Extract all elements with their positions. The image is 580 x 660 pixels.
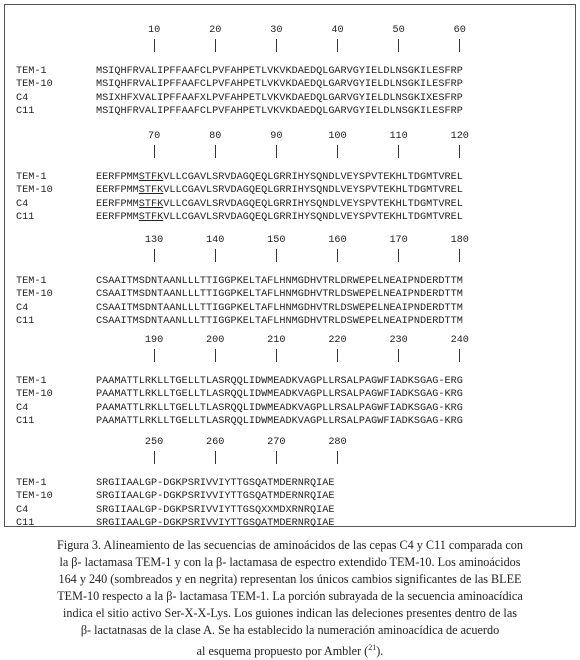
position-tick [261,435,291,464]
position-marker [337,249,338,262]
amino-acid-sequence [96,78,463,91]
sequence-segment: PAAMATTLRKLLTGELLTLASRQQLIDWMEADKVAGPLLRSALPAGWFIADKSGAG-KRG [96,402,463,414]
position-marker [337,349,338,362]
position-marker [154,451,155,464]
active-site-segment: STFK [138,198,164,210]
strain-label: C11 [16,105,35,117]
position-ruler [5,23,575,65]
sequence-row [5,315,575,328]
strain-label: C11 [16,315,35,327]
sequence-row [5,78,575,91]
position-marker [459,349,460,362]
strain-label: C11 [16,415,35,427]
strain-label: C4 [16,402,29,414]
position-marker [276,349,277,362]
sequence-segment: EERFPMM [96,185,139,197]
alignment-block [5,233,575,328]
position-tick [384,129,414,158]
position-number: 260 [206,437,225,448]
caption-line: β- lactatnasas de la clase A. Se ha establecido la numeración aminoacídica de acuerdo [80,623,500,637]
position-number: 10 [147,25,161,36]
sequence-row [5,275,575,288]
position-number: 210 [267,335,286,346]
active-site-segment: STFK [138,172,164,183]
position-ruler [5,233,575,275]
amino-acid-sequence [96,211,463,224]
amino-acid-sequence [96,402,463,415]
amino-acid-sequence [96,105,463,118]
sequence-row [5,477,575,490]
sequence-row [5,171,575,184]
amino-acid-sequence [96,288,463,301]
amino-acid-sequence [96,315,463,328]
position-tick [322,333,352,362]
position-number: 80 [209,131,222,142]
caption-last-line-text: al esquema propuesto por Ambler ( [196,644,369,659]
position-marker [276,39,277,52]
position-tick [261,333,291,362]
position-number: 30 [270,25,283,36]
strain-label: TEM-10 [16,491,53,503]
position-number: 220 [328,335,347,346]
caption-line: TEM-10 respecto a la β- lactamasa TEM-1. La porción subrayada de la secuencia aminoacídica [57,589,523,603]
strain-label: TEM-10 [16,289,53,301]
sequence-row [5,302,575,315]
sequence-segment: PAAMATTLRKLLTGELLTLASRQQLIDWMEADKVAGPLLRSALPAGWFIADKSGAG-KRG [96,415,463,427]
strain-label: TEM-1 [16,478,47,489]
amino-acid-sequence [96,92,463,105]
position-marker [154,249,155,262]
sequence-segment: EERFPMM [96,172,139,183]
amino-acid-sequence [96,477,334,490]
position-tick [445,233,475,262]
sequence-row [5,92,575,105]
active-site-segment: STFK [138,211,164,223]
strain-label: C11 [16,517,35,529]
position-number: 100 [328,131,347,142]
position-number: 130 [144,235,164,246]
position-number: 270 [267,437,286,448]
position-number: 230 [389,335,408,346]
sequence-segment: CSAAITMSDNTAANLLLTTIGGPKELTAFLHNMGDHVTRLDSWEPELNEAIPNDERDTTM [96,302,463,314]
sequence-segment: EERFPMM [96,211,139,223]
caption-line: indica el sitio activo Ser-X-X-Lys. Los guiones indican las deleciones presentes dentro de las [63,606,517,620]
sequence-segment: MSIQHFRVALIPFFAAFCLPVFAHPETLVKVKDAEDQLGARVGYIELDLNSGKILESFRP [96,79,463,91]
sequence-row [5,105,575,118]
position-marker [276,451,277,464]
amino-acid-sequence [96,504,334,517]
sequence-row [5,490,575,503]
amino-acid-sequence [96,517,334,530]
figure-caption [8,537,572,660]
caption-line: la β- lactamasa TEM-1 y con la β- lactamasa de espectro extendido TEM-10. Los aminoácidos [59,555,521,569]
position-tick [139,23,169,52]
strain-label: TEM-1 [16,66,47,77]
alignment-block [5,23,575,118]
strain-label: C4 [16,92,29,104]
strain-label: TEM-10 [16,389,53,401]
position-tick [384,333,414,362]
caption-line: 164 y 240 (sombreados y en negrita) representan los únicos cambios significantes de las BLEE [58,572,522,586]
caption-end: ). [376,644,384,659]
position-marker [459,145,460,158]
position-ruler [5,333,575,375]
sequence-row [5,288,575,301]
amino-acid-sequence [96,198,463,211]
position-number: 70 [147,131,161,142]
position-number: 110 [389,131,408,142]
sequence-row [5,504,575,517]
position-number: 190 [144,335,164,346]
position-tick [139,233,169,262]
sequence-segment: MSIXHFXVALIPFFAAFXLPVFAHPETLVKVKDAEDQLGARVGYIELDLNSGKIXESFRP [96,92,463,104]
position-tick [445,333,475,362]
sequence-segment: MSIQHFRVALIPFFAAFCLPVFAHPETLVKVKDAEDQLGARVGYIELDLNSGKILESFRP [96,66,463,77]
position-number: 200 [206,335,225,346]
position-marker [398,39,399,52]
caption-line: Figura 3. Alineamiento de las secuencias de aminoácidos de las cepas C4 y C11 comparada con [57,538,523,552]
position-tick [445,129,475,158]
position-marker [154,39,155,52]
sequence-segment: PAAMATTLRKLLTGELLTLASRQQLIDWMEADKVAGPLLRSALPAGWFIADKSGAG-ERG [96,376,463,387]
sequence-segment: SRGIIAALGP-DGKPSRIVVIYTTGSQATMDERNRQIAE [96,517,335,529]
position-tick [139,129,169,158]
position-marker [215,145,216,158]
position-tick [200,23,230,52]
alignment-block [5,435,575,530]
sequence-row [5,184,575,197]
position-tick [322,23,352,52]
active-site-segment: STFK [138,185,164,197]
sequence-row [5,388,575,401]
position-marker [398,349,399,362]
citation-reference: 21 [368,643,377,652]
strain-label: TEM-1 [16,376,47,387]
strain-label: TEM-1 [16,276,47,287]
sequence-row [5,211,575,224]
amino-acid-sequence [96,490,334,503]
position-tick [322,129,352,158]
alignment-figure [4,4,576,527]
position-marker [337,451,338,464]
sequence-row [5,198,575,211]
sequence-segment: CSAAITMSDNTAANLLLTTIGGPKELTAFLHNMGDHVTRLDRWEPELNEAIPNDERDTTM [96,276,463,287]
sequence-row [5,402,575,415]
position-tick [322,233,352,262]
amino-acid-sequence [96,171,463,184]
amino-acid-sequence [96,184,463,197]
sequence-segment: CSAAITMSDNTAANLLLTTIGGPKELTAFLHNMGDHVTRLDSWEPELNEAIPNDERDTTM [96,315,463,327]
strain-label: C4 [16,302,29,314]
position-tick [200,333,230,362]
position-tick [261,233,291,262]
position-marker [398,249,399,262]
sequence-segment: MSIQHFRVALIPFFAAFCLPVFAHPETLVKVKDAEDQLGARVGYIELDLNSGKILESFRP [96,105,463,117]
strain-label: C4 [16,504,29,516]
caption-line [8,639,572,660]
sequence-row [5,65,575,78]
position-marker [398,145,399,158]
sequence-row [5,375,575,388]
sequence-segment: SRGIIAALGP-DGKPSRIVVIYTTGSQATMDERNRQIAE [96,478,335,489]
position-marker [154,349,155,362]
strain-label: TEM-10 [16,185,53,197]
position-tick [322,435,352,464]
position-tick [139,435,169,464]
sequence-segment: PAAMATTLRKLLTGELLTLASRQQLIDWMEADKVAGPLLRSALPAGWFIADKSGAG-KRG [96,389,463,401]
strain-label: C4 [16,198,29,210]
sequence-segment: SRGIIAALGP-DGKPSRIVVIYTTGSQATMDERNRQIAE [96,491,335,503]
sequence-segment: CSAAITMSDNTAANLLLTTIGGPKELTAFLHNMGDHVTRLDSWEPELNEAIPNDERDTTM [96,289,463,301]
position-number: 20 [209,25,222,36]
position-marker [215,349,216,362]
sequence-segment: SRGIIAALGP-DGKPSRIVVIYTTGSQXXMDXRNRQIAE [96,504,335,516]
position-tick [200,129,230,158]
sequence-segment: VLLCGAVLSRVDAGQEQLGRRIHYSQNDLVEYSPVTEKHLTDGMTVREL [163,198,463,210]
alignment-block [5,333,575,428]
position-tick [200,435,230,464]
position-marker [215,451,216,464]
position-tick [445,23,475,52]
sequence-segment: VLLCGAVLSRVDAGQEQLGRRIHYSQNDLVEYSPVTEKHLTDGMTVREL [163,211,463,223]
strain-label: C11 [16,211,35,223]
position-number: 240 [450,335,469,346]
position-number: 180 [450,235,469,246]
sequence-segment: VLLCGAVLSRVDAGQEQLGRRIHYSQNDLVEYSPVTEKHLTDGMTVREL [163,172,463,183]
sequence-segment: VLLCGAVLSRVDAGQEQLGRRIHYSQNDLVEYSPVTEKHLTDGMTVREL [163,185,463,197]
position-number: 40 [331,25,344,36]
position-number: 50 [392,25,405,36]
amino-acid-sequence [96,65,463,78]
position-ruler [5,435,575,477]
position-marker [337,39,338,52]
amino-acid-sequence [96,302,463,315]
position-marker [276,145,277,158]
position-number: 160 [328,235,347,246]
position-tick [261,23,291,52]
amino-acid-sequence [96,275,463,288]
position-tick [139,333,169,362]
position-number: 90 [270,131,283,142]
position-marker [459,39,460,52]
position-tick [384,23,414,52]
strain-label: TEM-1 [16,172,47,183]
amino-acid-sequence [96,388,463,401]
position-number: 140 [206,235,225,246]
position-number: 60 [453,25,466,36]
position-marker [154,145,155,158]
position-marker [215,249,216,262]
position-ruler [5,129,575,171]
position-tick [384,233,414,262]
strain-label: TEM-10 [16,79,53,91]
position-tick [261,129,291,158]
alignment-block [5,129,575,224]
amino-acid-sequence [96,415,463,428]
position-marker [215,39,216,52]
position-tick [200,233,230,262]
position-marker [337,145,338,158]
position-number: 170 [389,235,408,246]
position-marker [459,249,460,262]
position-marker [276,249,277,262]
position-number: 280 [328,437,347,448]
sequence-segment: EERFPMM [96,198,139,210]
sequence-row [5,415,575,428]
position-number: 150 [267,235,286,246]
position-number: 120 [450,131,469,142]
amino-acid-sequence [96,375,463,388]
sequence-row [5,517,575,530]
position-number: 250 [144,437,164,448]
